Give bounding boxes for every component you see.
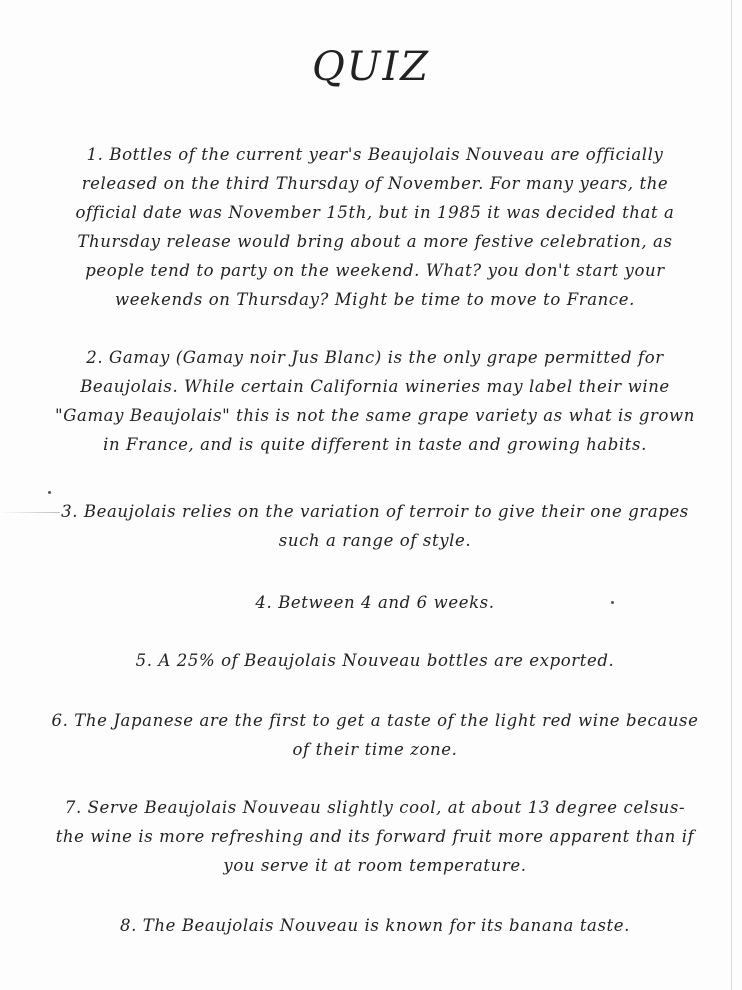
scan-speck bbox=[48, 491, 51, 494]
quiz-answer-1: 1. Bottles of the current year's Beaujolais Nouveau are officially released on the third Thursday of November. For many years, the official date was November 15th, but in 1985 it was decided that a Thursday release would bring about a more festive celebration, as people tend to party on the weekend. What? you don't start your weekends on Thursday? Might be time to move to France. bbox=[75, 145, 675, 309]
quiz-answer-5: 5. A 25% of Beaujolais Nouveau bottles are exported. bbox=[135, 651, 615, 670]
quiz-answer-2: 2. Gamay (Gamay noir Jus Blanc) is the only grape permitted for Beaujolais. While certain California wineries may label their wine "Gamay Beaujolais" this is not the same grape variety as what is grown in France, and is quite different in taste and growing habits. bbox=[55, 348, 695, 454]
page-title: QUIZ bbox=[311, 44, 431, 90]
quiz-answer-4: 4. Between 4 and 6 weeks. bbox=[255, 593, 495, 612]
quiz-answer-8: 8. The Beaujolais Nouveau is known for its banana taste. bbox=[119, 916, 630, 935]
page-edge-line bbox=[731, 0, 732, 990]
quiz-answer-7: 7. Serve Beaujolais Nouveau slightly cool, at about 13 degree celsus- the wine is more refreshing and its forward fruit more apparent than if you serve it at room temperature. bbox=[55, 798, 695, 875]
quiz-answer-3: 3. Beaujolais relies on the variation of terroir to give their one grapes such a range of style. bbox=[61, 502, 689, 550]
quiz-answer-6: 6. The Japanese are the first to get a taste of the light red wine because of their time zone. bbox=[51, 711, 699, 759]
